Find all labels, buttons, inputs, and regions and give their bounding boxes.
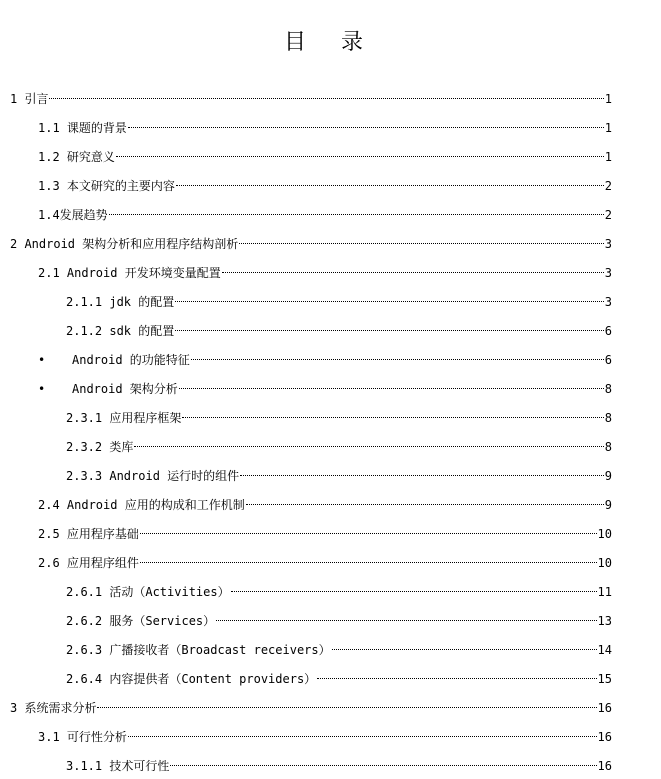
toc-entry-page-number: 16 [597,701,612,715]
dot-leader [332,649,597,650]
toc-entry-label: Android 的功能特征 [72,353,190,367]
toc-entry-page-number: 11 [597,585,612,599]
toc-entry-label: 2.1.1 jdk 的配置 [66,295,175,309]
dot-leader [246,504,604,505]
toc-entry[interactable] [10,233,612,255]
toc-entry[interactable] [38,175,612,197]
toc-entry-page-number: 10 [597,527,612,541]
toc-entry-label: 1 引言 [10,92,49,106]
dot-leader [175,301,604,302]
toc-entry[interactable] [10,697,612,719]
toc-entry-label: 2.5 应用程序基础 [38,527,139,541]
toc-entry-page-number: 13 [597,614,612,628]
toc-entry-page-number: 6 [604,353,612,367]
toc-entry-label: 2.6.3 广播接收者（Broadcast receivers） [66,643,331,657]
toc-entry[interactable] [66,755,612,777]
toc-entry-label: Android 架构分析 [72,382,178,396]
dot-leader [140,533,597,534]
toc-entry-label: 2.6.4 内容提供者（Content providers） [66,672,317,686]
toc-entry[interactable] [38,204,612,226]
toc-entry-page-number: 16 [597,759,612,773]
toc-entry[interactable] [66,668,612,690]
toc-entry-label: 2.6.1 活动（Activities） [66,585,230,599]
toc-entry[interactable] [38,146,612,168]
toc-entry-page-number: 16 [597,730,612,744]
dot-leader [182,417,603,418]
dot-leader [170,765,596,766]
toc-entry[interactable] [38,523,612,545]
toc-entry[interactable] [66,581,612,603]
toc-entry-label: 3.1 可行性分析 [38,730,127,744]
toc-entry-label: 2 Android 架构分析和应用程序结构剖析 [10,237,239,251]
toc-entry-page-number: 8 [604,440,612,454]
toc-entry-label: 2.1.2 sdk 的配置 [66,324,175,338]
toc-entry[interactable] [66,407,612,429]
toc-entry[interactable] [66,436,612,458]
toc-entry-label: 2.3.2 类库 [66,440,134,454]
toc-entry[interactable] [38,552,612,574]
toc-entry-label: 3.1.1 技术可行性 [66,759,170,773]
dot-leader [128,127,604,128]
toc-entry[interactable] [38,378,612,400]
dot-leader [140,562,597,563]
toc-entry-page-number: 3 [604,237,612,251]
toc-entry-page-number: 15 [597,672,612,686]
toc-entry-label: 1.1 课题的背景 [38,121,127,135]
toc-entry-page-number: 9 [604,498,612,512]
dot-leader [222,272,604,273]
dot-leader [109,214,604,215]
toc-entry-page-number: 10 [597,556,612,570]
toc-entry-page-number: 9 [604,469,612,483]
toc-entry-page-number: 6 [604,324,612,338]
toc-entry[interactable] [66,320,612,342]
dot-leader [231,591,597,592]
toc-entry[interactable] [66,639,612,661]
dot-leader [116,156,604,157]
toc-entry-page-number: 3 [604,266,612,280]
dot-leader [191,359,604,360]
dot-leader [134,446,603,447]
toc-entry-label: 2.6.2 服务（Services） [66,614,216,628]
toc-entry-label: 1.2 研究意义 [38,150,115,164]
toc-entry-label: 1.3 本文研究的主要内容 [38,179,175,193]
toc-entry-label: 2.3.3 Android 运行时的组件 [66,469,240,483]
toc-entry-label: 3 系统需求分析 [10,701,97,715]
toc-entry[interactable] [38,349,612,371]
dot-leader [239,243,604,244]
dot-leader [176,185,604,186]
dot-leader [97,707,596,708]
dot-leader [128,736,597,737]
dot-leader [240,475,604,476]
toc-entry-page-number: 1 [604,92,612,106]
toc-entry-page-number: 14 [597,643,612,657]
toc-entry[interactable] [38,117,612,139]
toc-entry-page-number: 2 [604,208,612,222]
toc-entry[interactable] [38,494,612,516]
toc-entry[interactable] [66,610,612,632]
toc-entry-label: 1.4发展趋势 [38,208,108,222]
toc-entry[interactable] [38,726,612,748]
dot-leader [49,98,603,99]
toc-entry-page-number: 1 [604,121,612,135]
toc-entry[interactable] [66,465,612,487]
toc-entry-page-number: 8 [604,382,612,396]
toc-entry-label: 2.4 Android 应用的构成和工作机制 [38,498,245,512]
dot-leader [216,620,596,621]
toc-entry-label: 2.1 Android 开发环境变量配置 [38,266,221,280]
dot-leader [317,678,596,679]
toc-title: 目 录 [284,30,377,55]
toc-entry-page-number: 2 [604,179,612,193]
toc-entry-page-number: 1 [604,150,612,164]
bullet-icon: • [38,353,46,367]
toc-entry-label: 2.3.1 应用程序框架 [66,411,182,425]
bullet-icon: • [38,382,46,396]
toc-entry[interactable] [38,262,612,284]
toc-entry-label: 2.6 应用程序组件 [38,556,139,570]
toc-entry-page-number: 8 [604,411,612,425]
dot-leader [175,330,604,331]
dot-leader [179,388,604,389]
toc-entry[interactable] [66,291,612,313]
toc-entry[interactable] [10,88,612,110]
toc-entry-page-number: 3 [604,295,612,309]
